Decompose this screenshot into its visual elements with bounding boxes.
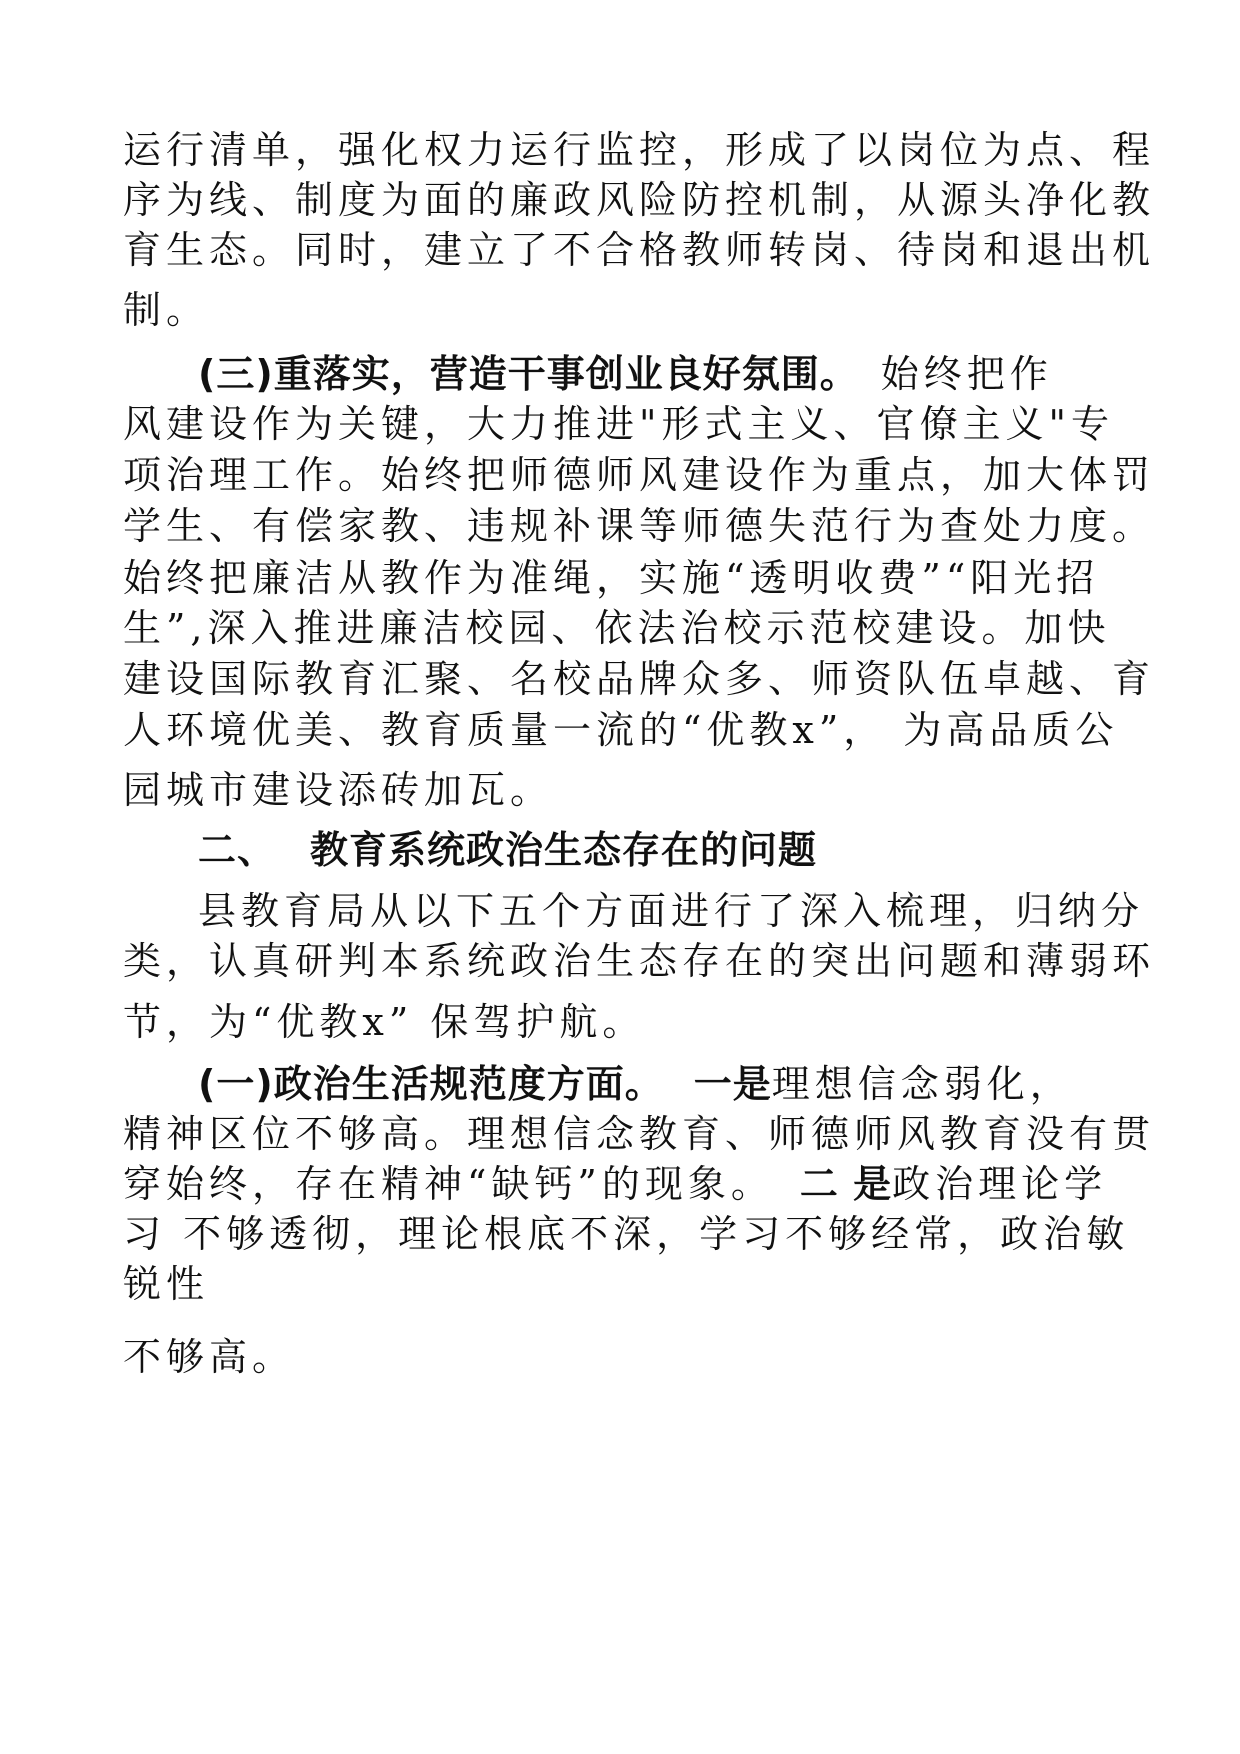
subsection-heading-line — [198, 1060, 1073, 1108]
section-title: 教育系统政治生态存在的问题 — [310, 828, 818, 872]
text-line — [123, 1160, 1107, 1208]
subsection-heading: (三)重落实，营造干事创业良好氛围。 — [198, 352, 859, 396]
text-line: 序为线、制度为面的廉政风险防控机制，从源头净化教 — [123, 178, 1156, 222]
section-heading — [198, 826, 817, 874]
text-line: 运行清单，强化权力运行监控，形成了以岗位为点、程 — [123, 128, 1156, 172]
subsection-heading: (一)政治生活规范度方面。 — [198, 1062, 664, 1106]
text-run: 政治理论学 — [892, 1162, 1108, 1206]
text-line: 类，认真研判本系统政治生态存在的突出问题和薄弱环 — [123, 939, 1156, 983]
text-line: 习 不够透彻，理论根底不深，学习不够经常，政治敏 — [123, 1212, 1130, 1256]
text-run: 穿始终，存在精神“缺钙”的现象。 — [123, 1162, 774, 1206]
text-line: 县教育局从以下五个方面进行了深入梳理，归纳分 — [198, 889, 1145, 933]
point-lead: 二 是 — [799, 1162, 893, 1206]
text-line: 园城市建设添砖加瓦。 — [123, 768, 554, 812]
text-line: 项治理工作。始终把师德师风建设作为重点，加大体罚 — [123, 453, 1156, 497]
text-line: 风建设作为关键，大力推进"形式主义、官僚主义"专 — [123, 402, 1114, 446]
text-run: 理想信念弱化， — [771, 1062, 1073, 1106]
text-line: 人环境优美、教育质量一流的“优教x”， 为高品质公 — [123, 708, 1119, 752]
text-run: 始终把作 — [880, 352, 1053, 396]
text-line: 生”,深入推进廉洁校园、依法治校示范校建设。加快 — [123, 606, 1111, 650]
text-line: 锐性 — [123, 1262, 210, 1306]
subsection-heading-line — [198, 350, 1053, 398]
text-line: 建设国际教育汇聚、名校品牌众多、师资队伍卓越、育 — [123, 657, 1156, 701]
point-lead: 一是 — [693, 1062, 772, 1106]
text-line: 制。 — [123, 288, 210, 332]
text-line: 育生态。同时，建立了不合格教师转岗、待岗和退出机 — [123, 228, 1156, 272]
text-line: 节，为“优教x” 保驾护航。 — [123, 1000, 646, 1044]
section-number: 二、 — [198, 828, 277, 872]
text-line: 学生、有偿家教、违规补课等师德失范行为查处力度。 — [123, 504, 1156, 548]
text-line: 始终把廉洁从教作为准绳，实施“透明收费”“阳光招 — [123, 556, 1100, 600]
text-line: 精神区位不够高。理想信念教育、师德师风教育没有贯 — [123, 1112, 1156, 1156]
text-line: 不够高。 — [123, 1335, 296, 1379]
